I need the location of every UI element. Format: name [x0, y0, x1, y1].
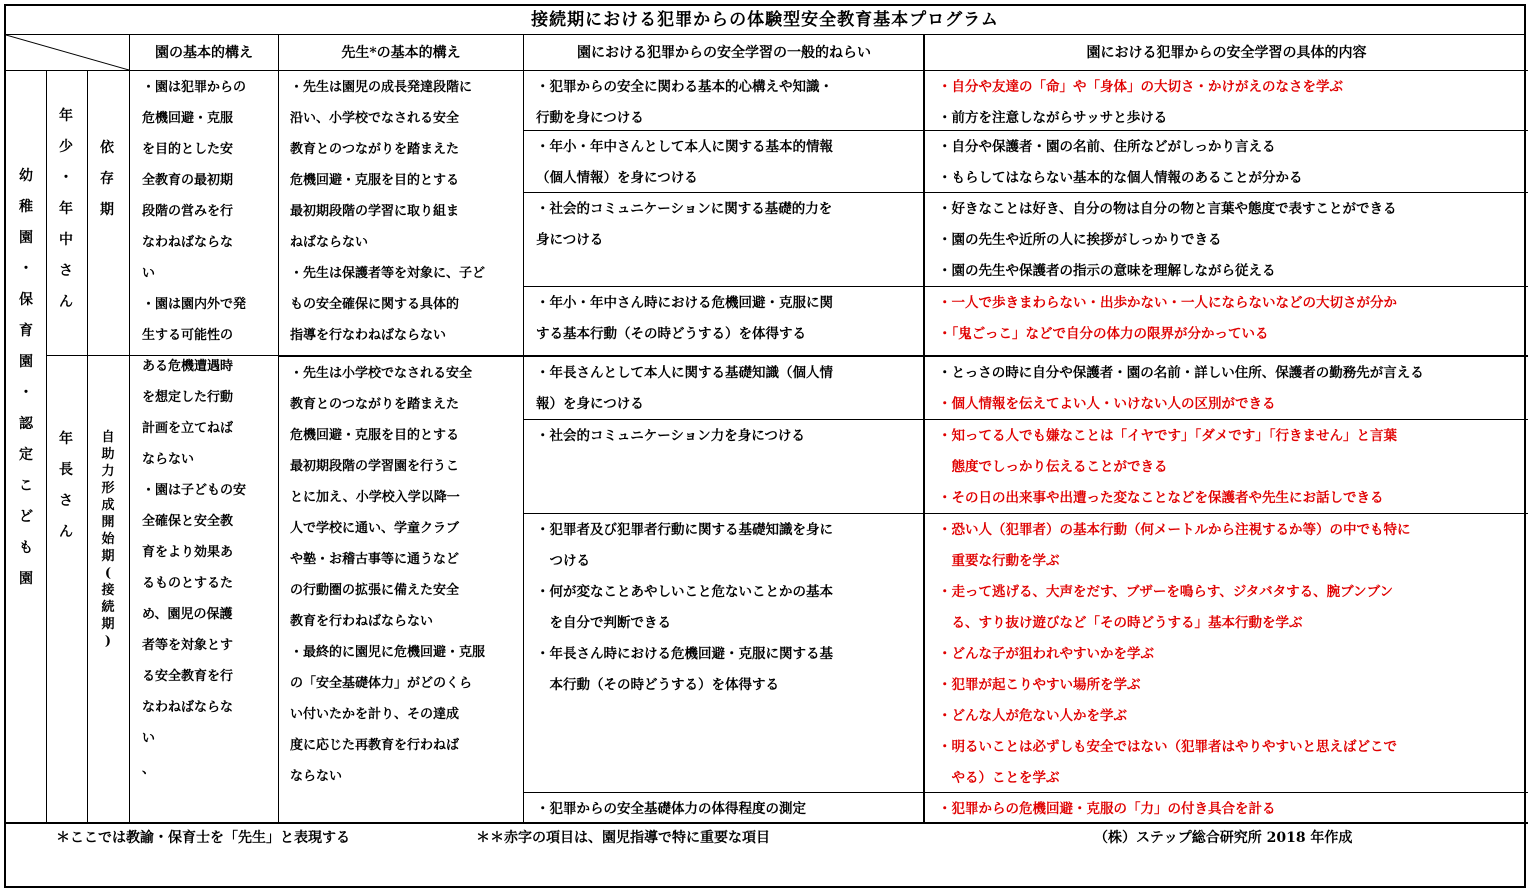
aim-line: 報）を身につける — [536, 396, 644, 412]
vertical-char: 形 — [101, 481, 115, 496]
content-line-important: ・明るいことは必ずしも安全ではない（犯罪者はやりやすいと思えばどこで — [938, 739, 1397, 755]
content-line: ・好きなことは好き、自分の物は自分の物と言葉や態度で表すことができる — [938, 201, 1397, 217]
aim-line: 行動を身につける — [536, 110, 644, 126]
text-line: 指導を行なわねばならない — [290, 328, 447, 343]
content-line: ・とっさの時に自分や保護者・園の名前・詳しい住所、保護者の勤務先が言える — [938, 365, 1424, 381]
text-line: ・最終的に園児に危機回避・克服 — [290, 645, 486, 660]
header-col3: 園における犯罪からの安全学習の一般的ねらい — [524, 35, 924, 71]
aim-line: ・年長さん時における危機回避・克服に関する基 — [536, 646, 833, 662]
aim-cell — [524, 515, 922, 701]
aim-line: を自分で判断できる — [536, 615, 671, 631]
vertical-char: 保 — [19, 292, 33, 308]
text-line: 危機回避・克服を目的とする — [290, 428, 460, 443]
content-line-important: ・一人で歩きまわらない・出歩かない・一人にならないなどの大切さが分か — [938, 295, 1397, 311]
text-line: ならない — [290, 769, 343, 784]
content-cell — [926, 515, 1526, 794]
text-line: る安全教育を行 — [142, 669, 234, 684]
text-line: 教育とのつながりを踏まえた — [290, 142, 460, 157]
text-line: ねばならない — [290, 235, 369, 250]
text-line: ならない — [142, 452, 195, 467]
text-line: 危機回避・克服 — [142, 111, 234, 126]
header-col4: 園における犯罪からの安全学習の具体的内容 — [925, 35, 1528, 71]
content-cell — [926, 358, 1526, 420]
aim-cell — [524, 72, 922, 134]
footnote-teacher: ＊ここでは教諭・保育士を「先生」と表現する — [56, 830, 350, 846]
content-line-important: る、すり抜け遊びなど「その時どうする」基本行動を学ぶ — [938, 615, 1303, 631]
vertical-char: ・ — [19, 385, 33, 401]
footnote-red-items: ＊＊赤字の項目は、園児指導で特に重要な項目 — [476, 830, 770, 846]
aim-line: ・社会的コミュニケーションに関する基礎的力を — [536, 201, 833, 217]
vertical-char: 定 — [19, 447, 33, 463]
teacher-stance-senior — [290, 358, 520, 792]
diagonal-line — [6, 35, 129, 71]
vertical-char: 園 — [19, 571, 33, 587]
content-line-important: ・自分や友達の「命」や「身体」の大切さ・かけがえのなさを学ぶ — [938, 79, 1343, 95]
text-line: とに加え、小学校入学以降一 — [290, 490, 460, 505]
age-label-senior — [56, 424, 76, 548]
teacher-stance-younger — [290, 72, 520, 351]
credit-text: （株）ステップ総合研究所 2018 年作成 — [1094, 830, 1353, 846]
aim-line: ・何が変なことあやしいこと危ないことかの基本 — [536, 584, 833, 600]
text-line: い付いたかを計り、その達成 — [290, 707, 460, 722]
text-line: を想定した行動 — [142, 390, 234, 405]
text-line: 全教育の最初期 — [142, 173, 234, 188]
vertical-char: ん — [59, 294, 73, 310]
vertical-char: 少 — [59, 139, 73, 155]
vertical-char: 成 — [101, 498, 115, 513]
vertical-char: 自 — [101, 430, 115, 445]
aim-line: （個人情報）を身につける — [536, 170, 698, 186]
vertical-char: 開 — [101, 515, 115, 530]
table-title: 接続期における犯罪からの体験型安全教育基本プログラム — [6, 6, 1524, 35]
text-line: 生する可能性の — [142, 328, 234, 343]
vertical-char: 力 — [101, 464, 115, 479]
aim-line: ・年小・年中さんとして本人に関する基本的情報 — [536, 139, 833, 155]
text-line: い — [142, 731, 156, 746]
text-line: の「安全基礎体力」がどのくら — [290, 676, 473, 691]
text-line: 教育を行わねばならない — [290, 614, 434, 629]
vertical-char: 年 — [59, 431, 73, 447]
content-line: ・園の先生や保護者の指示の意味を理解しながら従える — [938, 263, 1276, 279]
content-cell — [926, 421, 1526, 514]
content-line-important: ・犯罪からの危機回避・克服の「力」の付き具合を計る — [938, 801, 1276, 817]
content-line: ・園の先生や近所の人に挨拶がしっかりできる — [938, 232, 1222, 248]
vertical-char: 接 — [101, 583, 115, 598]
vertical-char: さ — [59, 493, 73, 509]
text-line: や塾・お稽古事等に通うなど — [290, 552, 460, 567]
text-line: 全確保と安全教 — [142, 514, 234, 529]
text-line: 、 — [142, 762, 156, 777]
text-line: い — [142, 266, 156, 281]
vertical-char: ・ — [59, 170, 73, 186]
text-line: なわねばならな — [142, 700, 234, 715]
vertical-char: 期 — [101, 549, 115, 564]
text-line: を目的とした安 — [142, 142, 234, 157]
text-line: なわねばならな — [142, 235, 234, 250]
vertical-char: ・ — [19, 261, 33, 277]
program-table — [4, 4, 1526, 888]
header-col1: 園の基本的構え — [130, 35, 278, 71]
vertical-char: 年 — [59, 201, 73, 217]
vertical-char: も — [19, 540, 33, 556]
content-line-important: ・「鬼ごっこ」などで自分の体力の限界が分かっている — [938, 326, 1269, 342]
vertical-char: ) — [104, 634, 112, 649]
vertical-char: ん — [59, 524, 73, 540]
aim-cell — [524, 288, 922, 350]
aim-cell — [524, 794, 922, 825]
vertical-char: 依 — [100, 140, 114, 156]
aim-line: ・犯罪者及び犯罪者行動に関する基礎知識を身に — [536, 522, 833, 538]
aim-line: ・年小・年中さん時における危機回避・克服に関 — [536, 295, 833, 311]
aim-line: ・社会的コミュニケーション力を身につける — [536, 428, 805, 444]
age-label-younger — [56, 101, 76, 318]
content-line-important: やる）ことを学ぶ — [938, 770, 1060, 786]
text-line: 危機回避・克服を目的とする — [290, 173, 460, 188]
text-line: 育をより効果あ — [142, 545, 234, 560]
content-line-important: 態度でしっかり伝えることができる — [938, 459, 1168, 475]
institution-label — [16, 161, 36, 595]
vertical-char: 始 — [101, 532, 115, 547]
vertical-char: ど — [19, 509, 33, 525]
vertical-char: 存 — [100, 171, 114, 187]
text-line: ある危機遭遇時 — [142, 359, 234, 374]
content-line-important: ・どんな人が危ない人かを学ぶ — [938, 708, 1127, 724]
text-line: め、園児の保護 — [142, 607, 233, 622]
text-line: 度に応じた再教育を行わねば — [290, 738, 460, 753]
aim-cell — [524, 358, 922, 420]
stage-label-transition — [98, 429, 118, 650]
vertical-char: 期 — [101, 617, 115, 632]
text-line: 最初期段階の学習園を行うこ — [290, 459, 460, 474]
vertical-char: 育 — [19, 323, 33, 339]
content-line-important: ・個人情報を伝えてよい人・いけない人の区別ができる — [938, 396, 1276, 412]
aim-cell — [524, 421, 922, 452]
text-line: ・園は子どもの安 — [142, 483, 247, 498]
content-cell — [926, 72, 1526, 134]
vertical-char: 園 — [19, 230, 33, 246]
vertical-char: 続 — [101, 600, 115, 615]
text-line: 最初期段階の学習に取り組ま — [290, 204, 460, 219]
aim-line: する基本行動（その時どうする）を体得する — [536, 326, 806, 342]
aim-line: ・犯罪からの安全基礎体力の体得程度の測定 — [536, 801, 806, 817]
content-line: ・前方を注意しながらサッサと歩ける — [938, 110, 1168, 126]
header-col2: 先生*の基本的構え — [279, 35, 523, 71]
vertical-char: 稚 — [19, 199, 33, 215]
text-line: 教育とのつながりを踏まえた — [290, 397, 460, 412]
vertical-char: 長 — [59, 462, 73, 478]
stage-label-dependent — [97, 133, 117, 226]
text-line: 計画を立てねば — [142, 421, 234, 436]
aim-line: ・年長さんとして本人に関する基礎知識（個人情 — [536, 365, 833, 381]
content-line-important: 重要な行動を学ぶ — [938, 553, 1060, 569]
vertical-char: 園 — [19, 354, 33, 370]
text-line: ・園は犯罪からの — [142, 80, 247, 95]
content-cell — [926, 288, 1526, 350]
vertical-char: 中 — [59, 232, 73, 248]
vertical-char: ( — [104, 566, 112, 581]
vertical-char: 認 — [19, 416, 33, 432]
text-line: 段階の営みを行 — [142, 204, 234, 219]
aim-line: 本行動（その時どうする）を体得する — [536, 677, 779, 693]
aim-cell — [524, 132, 922, 194]
content-cell — [926, 132, 1526, 194]
content-line-important: ・走って逃げる、大声をだす、ブザーを鳴らす、ジタバタする、腕ブンブン — [938, 584, 1394, 600]
content-line-important: ・犯罪が起こりやすい場所を学ぶ — [938, 677, 1141, 693]
content-line-important: ・その日の出来事や出遭った変なことなどを保護者や先生にお話しできる — [938, 490, 1384, 506]
vertical-char: 助 — [101, 447, 115, 462]
content-line-important: ・どんな子が狙われやすいかを学ぶ — [938, 646, 1154, 662]
text-line: 人で学校に通い、学童クラブ — [290, 521, 460, 536]
text-line: の行動圏の拡張に備えた安全 — [290, 583, 460, 598]
aim-cell — [524, 194, 922, 256]
corner-cell — [6, 35, 129, 71]
vertical-char: 期 — [100, 202, 114, 218]
text-line: 者等を対象とす — [142, 638, 234, 653]
content-cell — [926, 194, 1526, 287]
vertical-char: こ — [19, 478, 33, 494]
content-line: ・もらしてはならない基本的な個人情報のあることが分かる — [938, 170, 1303, 186]
text-line: るものとするた — [142, 576, 234, 591]
content-line-important: ・恐い人（犯罪者）の基本行動（何メートルから注視するか等）の中でも特に — [938, 522, 1411, 538]
content-cell — [926, 794, 1526, 825]
text-line: ・先生は保護者等を対象に、子ど — [290, 266, 486, 281]
text-line: 沿い、小学校でなされる安全 — [290, 111, 460, 126]
text-line: もの安全確保に関する具体的 — [290, 297, 460, 312]
aim-line: 身につける — [536, 232, 604, 248]
text-line: ・先生は小学校でなされる安全 — [290, 366, 473, 381]
content-line: ・自分や保護者・園の名前、住所などがしっかり言える — [938, 139, 1276, 155]
vertical-char: さ — [59, 263, 73, 279]
school-stance-text — [142, 72, 276, 785]
content-line-important: ・知ってる人でも嫌なことは「イヤです」「ダメです」「行きません」と言葉 — [938, 428, 1397, 444]
text-line: ・先生は園児の成長発達段階に — [290, 80, 473, 95]
vertical-char: 年 — [59, 108, 73, 124]
text-line: ・園は園内外で発 — [142, 297, 247, 312]
aim-line: つける — [536, 553, 590, 569]
aim-line: ・犯罪からの安全に関わる基本的心構えや知識・ — [536, 79, 833, 95]
vertical-char: 幼 — [19, 168, 33, 184]
